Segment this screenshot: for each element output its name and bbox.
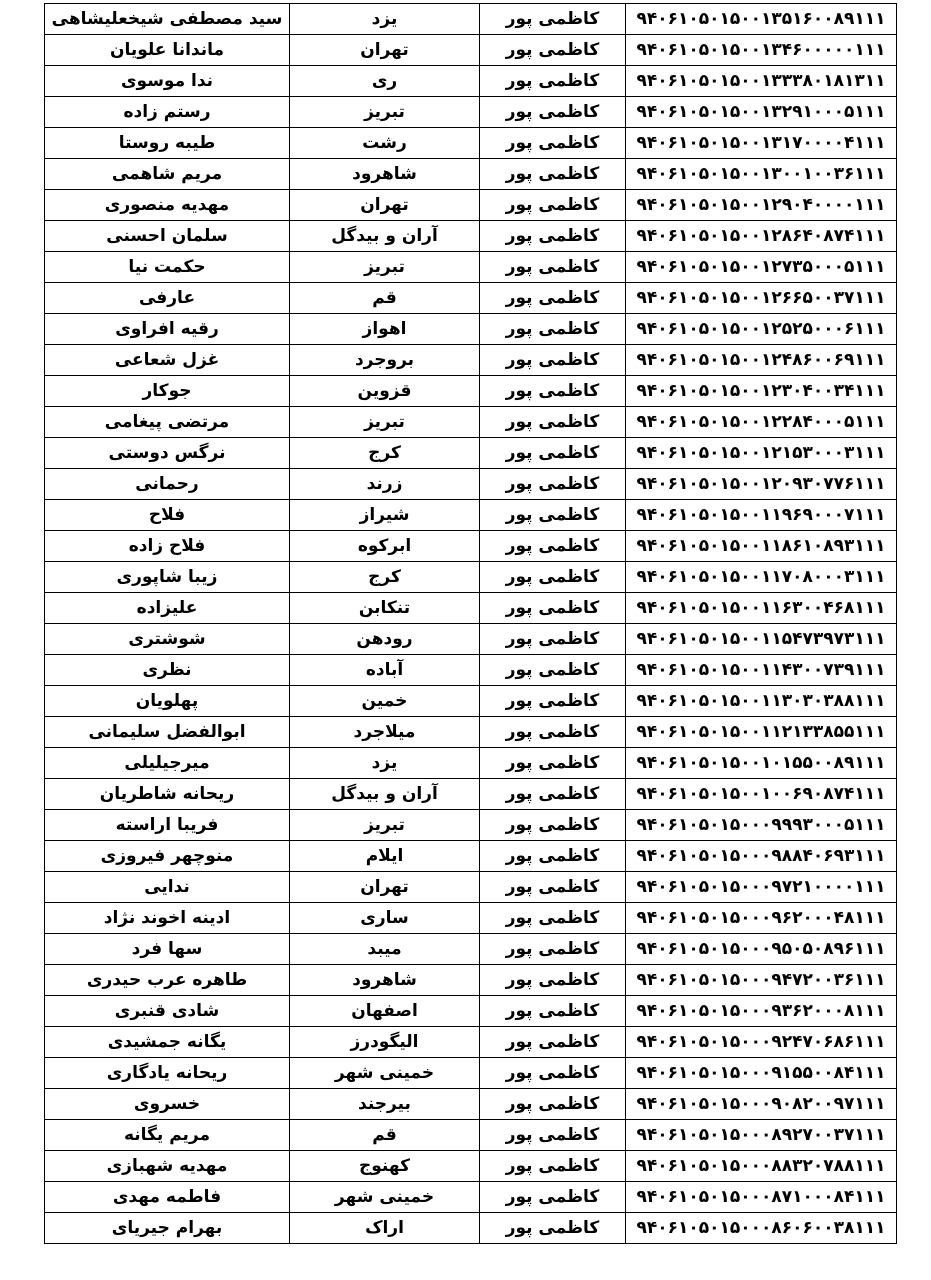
table-row: [45, 562, 897, 593]
name-cell: طاهره عرب حیدری: [45, 965, 290, 996]
name-cell: فاطمه مهدی: [45, 1182, 290, 1213]
table-row: [45, 438, 897, 469]
city-cell: تبریز: [290, 252, 480, 283]
agent-cell: کاظمی پور: [480, 66, 626, 97]
code-cell: ۹۴۰۶۱۰۵۰۱۵۰۰۱۲۶۶۵۰۰۳۷۱۱۱: [626, 283, 897, 314]
table-row: [45, 624, 897, 655]
city-cell: خمینی شهر: [290, 1182, 480, 1213]
table-row: [45, 407, 897, 438]
table-row: [45, 1213, 897, 1244]
code-cell: ۹۴۰۶۱۰۵۰۱۵۰۰۱۳۵۱۶۰۰۸۹۱۱۱: [626, 4, 897, 35]
city-cell: کرج: [290, 562, 480, 593]
code-cell: ۹۴۰۶۱۰۵۰۱۵۰۰۱۲۲۸۴۰۰۰۵۱۱۱: [626, 407, 897, 438]
agent-cell: کاظمی پور: [480, 748, 626, 779]
agent-cell: کاظمی پور: [480, 500, 626, 531]
table-row: [45, 314, 897, 345]
city-cell: تبریز: [290, 97, 480, 128]
code-cell: ۹۴۰۶۱۰۵۰۱۵۰۰۱۱۲۱۳۳۸۵۵۱۱۱: [626, 717, 897, 748]
name-cell: ادینه اخوند نژاد: [45, 903, 290, 934]
agent-cell: کاظمی پور: [480, 841, 626, 872]
name-cell: مهدیه منصوری: [45, 190, 290, 221]
city-cell: قم: [290, 1120, 480, 1151]
table-row: [45, 252, 897, 283]
name-cell: سها فرد: [45, 934, 290, 965]
code-cell: ۹۴۰۶۱۰۵۰۱۵۰۰۰۸۷۱۰۰۰۸۴۱۱۱: [626, 1182, 897, 1213]
agent-cell: کاظمی پور: [480, 1027, 626, 1058]
code-cell: ۹۴۰۶۱۰۵۰۱۵۰۰۱۲۱۵۳۰۰۰۳۱۱۱: [626, 438, 897, 469]
agent-cell: کاظمی پور: [480, 35, 626, 66]
agent-cell: کاظمی پور: [480, 593, 626, 624]
agent-cell: کاظمی پور: [480, 221, 626, 252]
name-cell: غزل شعاعی: [45, 345, 290, 376]
agent-cell: کاظمی پور: [480, 562, 626, 593]
name-cell: فریبا اراسته: [45, 810, 290, 841]
code-cell: ۹۴۰۶۱۰۵۰۱۵۰۰۱۱۶۳۰۰۴۶۸۱۱۱: [626, 593, 897, 624]
code-cell: ۹۴۰۶۱۰۵۰۱۵۰۰۱۲۰۹۳۰۷۷۶۱۱۱: [626, 469, 897, 500]
code-cell: ۹۴۰۶۱۰۵۰۱۵۰۰۱۲۹۰۴۰۰۰۰۱۱۱: [626, 190, 897, 221]
agent-cell: کاظمی پور: [480, 965, 626, 996]
agent-cell: کاظمی پور: [480, 810, 626, 841]
code-cell: ۹۴۰۶۱۰۵۰۱۵۰۰۰۸۹۲۷۰۰۳۷۱۱۱: [626, 1120, 897, 1151]
city-cell: یزد: [290, 748, 480, 779]
code-cell: ۹۴۰۶۱۰۵۰۱۵۰۰۰۹۳۶۲۰۰۰۸۱۱۱: [626, 996, 897, 1027]
city-cell: بروجرد: [290, 345, 480, 376]
city-cell: ابرکوه: [290, 531, 480, 562]
city-cell: تهران: [290, 190, 480, 221]
table-row: [45, 35, 897, 66]
code-cell: ۹۴۰۶۱۰۵۰۱۵۰۰۱۲۵۲۵۰۰۰۶۱۱۱: [626, 314, 897, 345]
code-cell: ۹۴۰۶۱۰۵۰۱۵۰۰۱۱۷۰۸۰۰۰۳۱۱۱: [626, 562, 897, 593]
table-row: [45, 4, 897, 35]
code-cell: ۹۴۰۶۱۰۵۰۱۵۰۰۰۹۸۸۴۰۶۹۳۱۱۱: [626, 841, 897, 872]
table-row: [45, 1089, 897, 1120]
table-row: [45, 376, 897, 407]
name-cell: حکمت نیا: [45, 252, 290, 283]
code-cell: ۹۴۰۶۱۰۵۰۱۵۰۰۱۳۰۰۱۰۰۳۶۱۱۱: [626, 159, 897, 190]
city-cell: الیگودرز: [290, 1027, 480, 1058]
code-cell: ۹۴۰۶۱۰۵۰۱۵۰۰۰۹۹۹۳۰۰۰۵۱۱۱: [626, 810, 897, 841]
records-table: [44, 3, 897, 1244]
city-cell: شاهرود: [290, 159, 480, 190]
name-cell: پهلویان: [45, 686, 290, 717]
city-cell: خمین: [290, 686, 480, 717]
agent-cell: کاظمی پور: [480, 469, 626, 500]
code-cell: ۹۴۰۶۱۰۵۰۱۵۰۰۱۰۰۶۹۰۸۷۴۱۱۱: [626, 779, 897, 810]
name-cell: فلاح زاده: [45, 531, 290, 562]
table-row: [45, 1182, 897, 1213]
table-row: [45, 872, 897, 903]
name-cell: شادی قنبری: [45, 996, 290, 1027]
table-row: [45, 221, 897, 252]
city-cell: میبد: [290, 934, 480, 965]
agent-cell: کاظمی پور: [480, 934, 626, 965]
table-row: [45, 128, 897, 159]
name-cell: ابوالفضل سلیمانی: [45, 717, 290, 748]
table-row: [45, 965, 897, 996]
city-cell: قزوین: [290, 376, 480, 407]
table-row: [45, 283, 897, 314]
name-cell: مریم یگانه: [45, 1120, 290, 1151]
name-cell: منوچهر فیروزی: [45, 841, 290, 872]
agent-cell: کاظمی پور: [480, 97, 626, 128]
code-cell: ۹۴۰۶۱۰۵۰۱۵۰۰۰۸۶۰۶۰۰۳۸۱۱۱: [626, 1213, 897, 1244]
city-cell: کرج: [290, 438, 480, 469]
name-cell: سلمان احسنی: [45, 221, 290, 252]
name-cell: رقیه افراوی: [45, 314, 290, 345]
name-cell: فلاح: [45, 500, 290, 531]
code-cell: ۹۴۰۶۱۰۵۰۱۵۰۰۰۹۶۲۰۰۰۴۸۱۱۱: [626, 903, 897, 934]
city-cell: آران و بیدگل: [290, 221, 480, 252]
code-cell: ۹۴۰۶۱۰۵۰۱۵۰۰۰۸۸۳۲۰۷۸۸۱۱۱: [626, 1151, 897, 1182]
name-cell: رستم زاده: [45, 97, 290, 128]
agent-cell: کاظمی پور: [480, 190, 626, 221]
code-cell: ۹۴۰۶۱۰۵۰۱۵۰۰۰۹۷۲۱۰۰۰۰۱۱۱: [626, 872, 897, 903]
table-row: [45, 1027, 897, 1058]
table-row: [45, 469, 897, 500]
table-row: [45, 1151, 897, 1182]
name-cell: مریم شاهمی: [45, 159, 290, 190]
agent-cell: کاظمی پور: [480, 1182, 626, 1213]
agent-cell: کاظمی پور: [480, 345, 626, 376]
name-cell: ندا موسوی: [45, 66, 290, 97]
agent-cell: کاظمی پور: [480, 407, 626, 438]
records-table-body: [45, 4, 897, 1244]
agent-cell: کاظمی پور: [480, 128, 626, 159]
table-row: [45, 655, 897, 686]
agent-cell: کاظمی پور: [480, 252, 626, 283]
name-cell: شوشتری: [45, 624, 290, 655]
code-cell: ۹۴۰۶۱۰۵۰۱۵۰۰۱۰۱۵۵۰۰۸۹۱۱۱: [626, 748, 897, 779]
code-cell: ۹۴۰۶۱۰۵۰۱۵۰۰۰۹۴۷۲۰۰۳۶۱۱۱: [626, 965, 897, 996]
name-cell: ریحانه شاطریان: [45, 779, 290, 810]
name-cell: مرتضی پیغامی: [45, 407, 290, 438]
code-cell: ۹۴۰۶۱۰۵۰۱۵۰۰۱۱۸۶۱۰۸۹۳۱۱۱: [626, 531, 897, 562]
city-cell: تهران: [290, 872, 480, 903]
agent-cell: کاظمی پور: [480, 779, 626, 810]
name-cell: عارفی: [45, 283, 290, 314]
code-cell: ۹۴۰۶۱۰۵۰۱۵۰۰۱۱۵۴۷۳۹۷۳۱۱۱: [626, 624, 897, 655]
name-cell: ماندانا علویان: [45, 35, 290, 66]
agent-cell: کاظمی پور: [480, 655, 626, 686]
code-cell: ۹۴۰۶۱۰۵۰۱۵۰۰۱۲۳۰۴۰۰۳۴۱۱۱: [626, 376, 897, 407]
name-cell: یگانه جمشیدی: [45, 1027, 290, 1058]
code-cell: ۹۴۰۶۱۰۵۰۱۵۰۰۰۹۱۵۵۰۰۸۴۱۱۱: [626, 1058, 897, 1089]
table-row: [45, 779, 897, 810]
name-cell: ریحانه یادگاری: [45, 1058, 290, 1089]
city-cell: رودهن: [290, 624, 480, 655]
table-row: [45, 531, 897, 562]
city-cell: قم: [290, 283, 480, 314]
agent-cell: کاظمی پور: [480, 283, 626, 314]
city-cell: اهواز: [290, 314, 480, 345]
agent-cell: کاظمی پور: [480, 4, 626, 35]
code-cell: ۹۴۰۶۱۰۵۰۱۵۰۰۰۹۲۴۷۰۶۸۶۱۱۱: [626, 1027, 897, 1058]
table-row: [45, 1120, 897, 1151]
code-cell: ۹۴۰۶۱۰۵۰۱۵۰۰۱۳۱۷۰۰۰۰۴۱۱۱: [626, 128, 897, 159]
city-cell: ساری: [290, 903, 480, 934]
agent-cell: کاظمی پور: [480, 1151, 626, 1182]
table-row: [45, 159, 897, 190]
agent-cell: کاظمی پور: [480, 903, 626, 934]
city-cell: شیراز: [290, 500, 480, 531]
city-cell: اصفهان: [290, 996, 480, 1027]
name-cell: خسروی: [45, 1089, 290, 1120]
agent-cell: کاظمی پور: [480, 438, 626, 469]
table-row: [45, 66, 897, 97]
code-cell: ۹۴۰۶۱۰۵۰۱۵۰۰۱۱۴۳۰۰۷۳۹۱۱۱: [626, 655, 897, 686]
table-row: [45, 841, 897, 872]
code-cell: ۹۴۰۶۱۰۵۰۱۵۰۰۱۱۳۰۳۰۳۸۸۱۱۱: [626, 686, 897, 717]
table-row: [45, 748, 897, 779]
agent-cell: کاظمی پور: [480, 624, 626, 655]
table-row: [45, 903, 897, 934]
name-cell: ندایی: [45, 872, 290, 903]
agent-cell: کاظمی پور: [480, 376, 626, 407]
table-row: [45, 500, 897, 531]
city-cell: تبریز: [290, 407, 480, 438]
code-cell: ۹۴۰۶۱۰۵۰۱۵۰۰۱۳۲۹۱۰۰۰۵۱۱۱: [626, 97, 897, 128]
code-cell: ۹۴۰۶۱۰۵۰۱۵۰۰۰۹۰۸۲۰۰۹۷۱۱۱: [626, 1089, 897, 1120]
table-row: [45, 97, 897, 128]
name-cell: علیزاده: [45, 593, 290, 624]
table-row: [45, 686, 897, 717]
name-cell: مهدیه شهبازی: [45, 1151, 290, 1182]
name-cell: طیبه روستا: [45, 128, 290, 159]
city-cell: زرند: [290, 469, 480, 500]
code-cell: ۹۴۰۶۱۰۵۰۱۵۰۰۱۲۸۶۴۰۸۷۴۱۱۱: [626, 221, 897, 252]
city-cell: بیرجند: [290, 1089, 480, 1120]
table-row: [45, 345, 897, 376]
table-row: [45, 1058, 897, 1089]
name-cell: زیبا شاپوری: [45, 562, 290, 593]
city-cell: ایلام: [290, 841, 480, 872]
table-row: [45, 593, 897, 624]
code-cell: ۹۴۰۶۱۰۵۰۱۵۰۰۱۱۹۶۹۰۰۰۷۱۱۱: [626, 500, 897, 531]
city-cell: تهران: [290, 35, 480, 66]
name-cell: رحمانی: [45, 469, 290, 500]
table-row: [45, 190, 897, 221]
agent-cell: کاظمی پور: [480, 1058, 626, 1089]
city-cell: تنکابن: [290, 593, 480, 624]
city-cell: میلاجرد: [290, 717, 480, 748]
city-cell: شاهرود: [290, 965, 480, 996]
code-cell: ۹۴۰۶۱۰۵۰۱۵۰۰۱۳۴۶۰۰۰۰۰۱۱۱: [626, 35, 897, 66]
city-cell: رشت: [290, 128, 480, 159]
city-cell: کهنوج: [290, 1151, 480, 1182]
city-cell: خمینی شهر: [290, 1058, 480, 1089]
agent-cell: کاظمی پور: [480, 159, 626, 190]
table-row: [45, 934, 897, 965]
city-cell: اراک: [290, 1213, 480, 1244]
agent-cell: کاظمی پور: [480, 717, 626, 748]
name-cell: بهرام جیریای: [45, 1213, 290, 1244]
agent-cell: کاظمی پور: [480, 1120, 626, 1151]
code-cell: ۹۴۰۶۱۰۵۰۱۵۰۰۱۳۳۳۸۰۱۸۱۳۱۱: [626, 66, 897, 97]
agent-cell: کاظمی پور: [480, 314, 626, 345]
agent-cell: کاظمی پور: [480, 686, 626, 717]
code-cell: ۹۴۰۶۱۰۵۰۱۵۰۰۱۲۷۳۵۰۰۰۵۱۱۱: [626, 252, 897, 283]
city-cell: آران و بیدگل: [290, 779, 480, 810]
code-cell: ۹۴۰۶۱۰۵۰۱۵۰۰۱۲۴۸۶۰۰۶۹۱۱۱: [626, 345, 897, 376]
city-cell: یزد: [290, 4, 480, 35]
name-cell: سید مصطفی شیخعلیشاهی: [45, 4, 290, 35]
agent-cell: کاظمی پور: [480, 996, 626, 1027]
city-cell: ری: [290, 66, 480, 97]
city-cell: تبریز: [290, 810, 480, 841]
agent-cell: کاظمی پور: [480, 1213, 626, 1244]
table-row: [45, 996, 897, 1027]
city-cell: آباده: [290, 655, 480, 686]
code-cell: ۹۴۰۶۱۰۵۰۱۵۰۰۰۹۵۰۵۰۸۹۶۱۱۱: [626, 934, 897, 965]
agent-cell: کاظمی پور: [480, 1089, 626, 1120]
name-cell: نرگس دوستی: [45, 438, 290, 469]
name-cell: میرجیلیلی: [45, 748, 290, 779]
agent-cell: کاظمی پور: [480, 531, 626, 562]
name-cell: جوکار: [45, 376, 290, 407]
agent-cell: کاظمی پور: [480, 872, 626, 903]
name-cell: نظری: [45, 655, 290, 686]
table-row: [45, 810, 897, 841]
table-row: [45, 717, 897, 748]
